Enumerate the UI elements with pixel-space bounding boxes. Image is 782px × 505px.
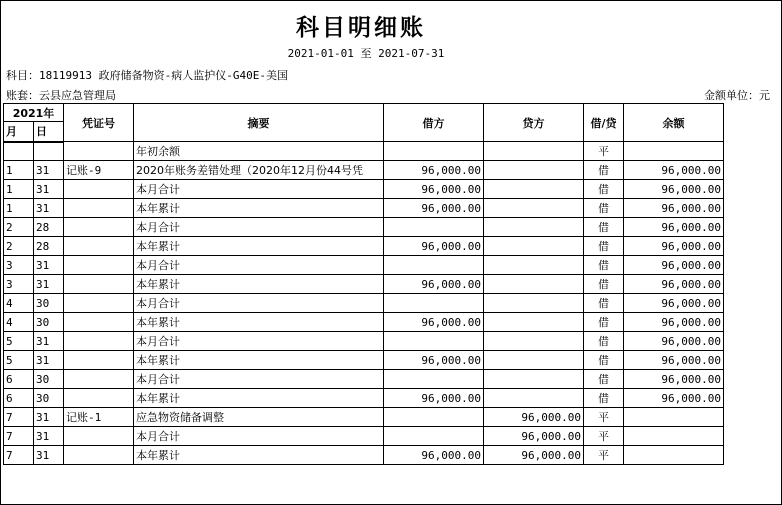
- cell-voucher: [64, 237, 134, 256]
- table-row: [4, 294, 724, 313]
- cell-balance: 96,000.00: [624, 370, 724, 389]
- cell-voucher: [64, 389, 134, 408]
- cell-day: 28: [34, 218, 64, 237]
- cell-voucher: [64, 313, 134, 332]
- cell-day: 31: [34, 408, 64, 427]
- cell-debit: [384, 294, 484, 313]
- cell-voucher: [64, 332, 134, 351]
- cell-summary: 本年累计: [134, 275, 384, 294]
- cell-balance: 96,000.00: [624, 351, 724, 370]
- cell-summary: 应急物资储备调整: [134, 408, 384, 427]
- table-row: [4, 351, 724, 370]
- cell-balance: [624, 446, 724, 465]
- cell-day: 31: [34, 427, 64, 446]
- cell-direction: 借: [584, 351, 624, 370]
- cell-direction: 借: [584, 180, 624, 199]
- cell-debit: 96,000.00: [384, 275, 484, 294]
- cell-summary: 本月合计: [134, 370, 384, 389]
- cell-debit: [384, 332, 484, 351]
- cell-voucher: [64, 142, 134, 161]
- cell-balance: [624, 408, 724, 427]
- cell-debit: [384, 427, 484, 446]
- cell-summary: 本月合计: [134, 332, 384, 351]
- cell-day: 30: [34, 294, 64, 313]
- cell-debit: 96,000.00: [384, 199, 484, 218]
- subject-line: 科目：18119913 政府储备物资-病人监护仪-G40E-美国: [6, 69, 288, 82]
- cell-balance: [624, 427, 724, 446]
- report-period: 2021-01-01 至 2021-07-31: [287, 47, 445, 60]
- cell-month: 1: [4, 199, 34, 218]
- cell-credit: [484, 218, 584, 237]
- table-row: [4, 313, 724, 332]
- cell-direction: 借: [584, 199, 624, 218]
- cell-summary: 年初余额: [134, 142, 384, 161]
- cell-balance: 96,000.00: [624, 180, 724, 199]
- header-day: 日: [34, 122, 64, 142]
- cell-balance: 96,000.00: [624, 161, 724, 180]
- cell-credit: [484, 294, 584, 313]
- table-row: [4, 446, 724, 465]
- cell-summary: 本月合计: [134, 427, 384, 446]
- cell-day: 31: [34, 275, 64, 294]
- cell-month: 7: [4, 446, 34, 465]
- cell-summary: 2020年账务差错处理（2020年12月份44号凭: [134, 161, 384, 180]
- header-year: 2021年: [4, 104, 64, 122]
- page-title: 科目明细账: [296, 14, 426, 41]
- cell-voucher: [64, 294, 134, 313]
- cell-debit: 96,000.00: [384, 446, 484, 465]
- cell-month: [4, 142, 34, 161]
- cell-summary: 本年累计: [134, 446, 384, 465]
- cell-balance: 96,000.00: [624, 313, 724, 332]
- cell-direction: 借: [584, 332, 624, 351]
- cell-balance: 96,000.00: [624, 256, 724, 275]
- cell-direction: 借: [584, 218, 624, 237]
- cell-day: 31: [34, 256, 64, 275]
- header-direction: 借/贷: [584, 104, 624, 142]
- cell-direction: 借: [584, 313, 624, 332]
- cell-month: 7: [4, 427, 34, 446]
- cell-voucher: [64, 180, 134, 199]
- cell-day: 30: [34, 313, 64, 332]
- cell-summary: 本月合计: [134, 294, 384, 313]
- cell-credit: [484, 389, 584, 408]
- cell-month: 5: [4, 351, 34, 370]
- cell-credit: 96,000.00: [484, 427, 584, 446]
- cell-summary: 本月合计: [134, 218, 384, 237]
- header-summary: 摘要: [134, 104, 384, 142]
- cell-month: 6: [4, 370, 34, 389]
- table-row: [4, 275, 724, 294]
- ledger-table: [3, 103, 724, 465]
- cell-direction: 借: [584, 161, 624, 180]
- table-row: [4, 161, 724, 180]
- cell-summary: 本年累计: [134, 313, 384, 332]
- cell-balance: 96,000.00: [624, 237, 724, 256]
- cell-day: 31: [34, 180, 64, 199]
- table-body: [4, 142, 724, 465]
- table-row: [4, 332, 724, 351]
- cell-day: 31: [34, 351, 64, 370]
- cell-summary: 本年累计: [134, 237, 384, 256]
- cell-credit: [484, 332, 584, 351]
- cell-credit: [484, 180, 584, 199]
- cell-voucher: [64, 446, 134, 465]
- cell-direction: 借: [584, 275, 624, 294]
- cell-voucher: [64, 256, 134, 275]
- cell-debit: 96,000.00: [384, 161, 484, 180]
- header-debit: 借方: [384, 104, 484, 142]
- cell-month: 3: [4, 256, 34, 275]
- table-row: [4, 237, 724, 256]
- cell-voucher: [64, 351, 134, 370]
- cell-month: 5: [4, 332, 34, 351]
- cell-debit: [384, 370, 484, 389]
- currency-unit: 金额单位：元: [704, 89, 770, 102]
- cell-voucher: [64, 370, 134, 389]
- cell-direction: 借: [584, 389, 624, 408]
- cell-balance: 96,000.00: [624, 389, 724, 408]
- table-header: [4, 104, 724, 142]
- cell-credit: [484, 370, 584, 389]
- cell-debit: [384, 142, 484, 161]
- cell-balance: 96,000.00: [624, 294, 724, 313]
- cell-summary: 本月合计: [134, 180, 384, 199]
- cell-month: 7: [4, 408, 34, 427]
- table-row: [4, 427, 724, 446]
- cell-month: 1: [4, 180, 34, 199]
- header-credit: 贷方: [484, 104, 584, 142]
- cell-voucher: [64, 199, 134, 218]
- cell-debit: 96,000.00: [384, 237, 484, 256]
- cell-credit: 96,000.00: [484, 408, 584, 427]
- cell-day: 30: [34, 370, 64, 389]
- cell-voucher: 记账-9: [64, 161, 134, 180]
- cell-balance: 96,000.00: [624, 218, 724, 237]
- table-row: [4, 256, 724, 275]
- cell-month: 3: [4, 275, 34, 294]
- cell-day: 28: [34, 237, 64, 256]
- table-row: [4, 370, 724, 389]
- cell-credit: [484, 313, 584, 332]
- cell-credit: 96,000.00: [484, 446, 584, 465]
- table-row: [4, 180, 724, 199]
- cell-summary: 本年累计: [134, 351, 384, 370]
- cell-summary: 本月合计: [134, 256, 384, 275]
- table-row: [4, 218, 724, 237]
- table-row: [4, 199, 724, 218]
- cell-month: 4: [4, 294, 34, 313]
- cell-credit: [484, 142, 584, 161]
- cell-direction: 平: [584, 142, 624, 161]
- cell-balance: [624, 142, 724, 161]
- cell-day: 30: [34, 389, 64, 408]
- table-row: [4, 142, 724, 161]
- cell-direction: 平: [584, 408, 624, 427]
- cell-summary: 本年累计: [134, 199, 384, 218]
- cell-direction: 平: [584, 427, 624, 446]
- cell-day: [34, 142, 64, 161]
- cell-credit: [484, 161, 584, 180]
- header-month: 月: [4, 122, 34, 142]
- cell-debit: [384, 218, 484, 237]
- cell-direction: 借: [584, 237, 624, 256]
- cell-month: 2: [4, 237, 34, 256]
- cell-direction: 借: [584, 294, 624, 313]
- cell-month: 1: [4, 161, 34, 180]
- table-row: [4, 389, 724, 408]
- cell-debit: [384, 256, 484, 275]
- cell-balance: 96,000.00: [624, 275, 724, 294]
- cell-voucher: [64, 218, 134, 237]
- cell-direction: 平: [584, 446, 624, 465]
- cell-day: 31: [34, 332, 64, 351]
- cell-balance: 96,000.00: [624, 332, 724, 351]
- cell-day: 31: [34, 161, 64, 180]
- cell-voucher: [64, 275, 134, 294]
- cell-debit: [384, 408, 484, 427]
- cell-credit: [484, 275, 584, 294]
- header-voucher: 凭证号: [64, 104, 134, 142]
- cell-summary: 本年累计: [134, 389, 384, 408]
- cell-day: 31: [34, 199, 64, 218]
- cell-credit: [484, 237, 584, 256]
- cell-credit: [484, 199, 584, 218]
- cell-day: 31: [34, 446, 64, 465]
- book-line: 账套：云县应急管理局: [6, 89, 116, 102]
- cell-direction: 借: [584, 370, 624, 389]
- cell-month: 2: [4, 218, 34, 237]
- cell-direction: 借: [584, 256, 624, 275]
- cell-credit: [484, 351, 584, 370]
- cell-credit: [484, 256, 584, 275]
- header-balance: 余额: [624, 104, 724, 142]
- cell-debit: 96,000.00: [384, 389, 484, 408]
- cell-voucher: [64, 427, 134, 446]
- cell-month: 4: [4, 313, 34, 332]
- cell-voucher: 记账-1: [64, 408, 134, 427]
- cell-balance: 96,000.00: [624, 199, 724, 218]
- cell-debit: 96,000.00: [384, 351, 484, 370]
- cell-debit: 96,000.00: [384, 313, 484, 332]
- cell-debit: 96,000.00: [384, 180, 484, 199]
- cell-month: 6: [4, 389, 34, 408]
- table-row: [4, 408, 724, 427]
